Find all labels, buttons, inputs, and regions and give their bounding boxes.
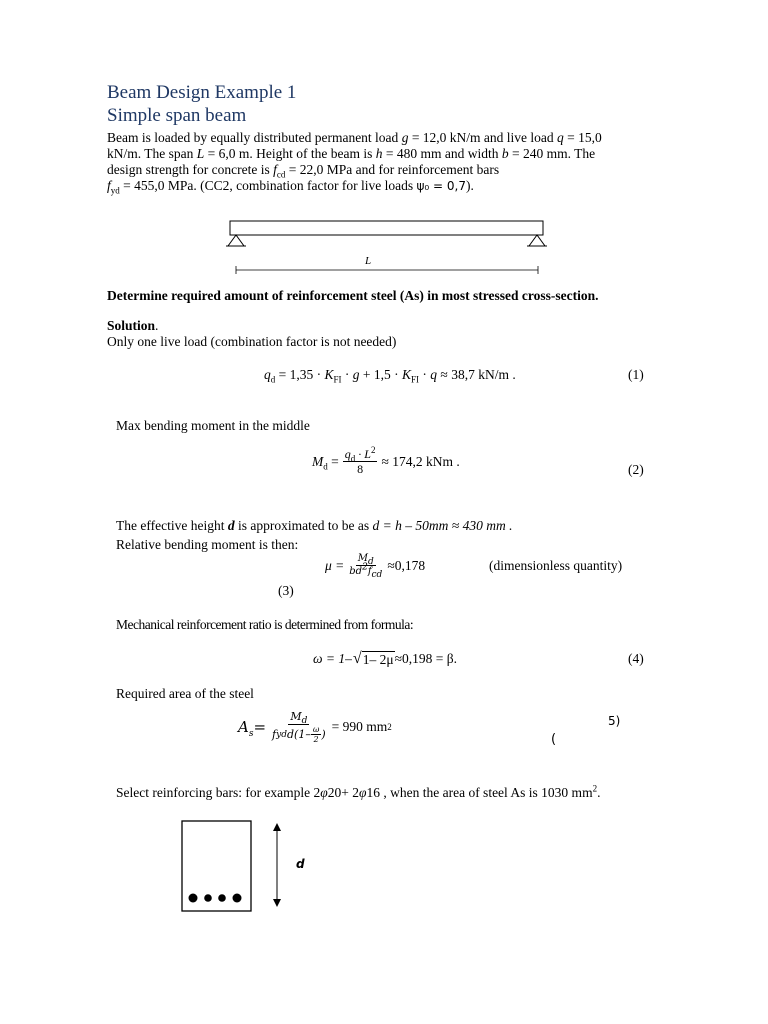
rebar-3: [218, 894, 226, 902]
page-subtitle: Simple span beam: [107, 105, 247, 126]
rebar-4: [233, 894, 242, 903]
beam-diagram: [220, 215, 550, 280]
solution-heading: Solution.: [107, 318, 159, 333]
page-title: Beam Design Example 1: [107, 82, 297, 103]
relative-moment-text: Relative bending moment is then:: [116, 537, 299, 552]
moment-intro: Max bending moment in the middle: [116, 418, 310, 433]
equation-4-number: (4): [628, 651, 644, 666]
equation-1-number: (1): [628, 367, 644, 382]
equation-2: $M_d$ = $\frac{q_d \cdot L^2}{8}$ ≈ 174,2 kNm .: [312, 445, 460, 476]
equation-5-number: 5): [608, 714, 621, 728]
equation-5-paren: (: [551, 732, 557, 747]
intro-line-1: Beam is loaded by equally distributed permanent load g = 12,0 kN/m and live load q = 15,0: [107, 130, 602, 145]
equation-4: ω = 1– √ 1– 2μ ≈0,198 = β.: [313, 650, 457, 667]
beam-rect: [230, 221, 543, 235]
area-intro: Required area of the steel: [116, 686, 254, 701]
equation-1: $q_d = 1,35 \cdot K_{FI} \cdot g + 1,5 \cdot K_{FI} \cdot q \approx 38,7$ kN/m .: [264, 367, 516, 385]
mechanical-ratio-intro: Mechanical reinforcement ratio is determined from formula:: [116, 617, 414, 632]
intro-line-3: design strength for concrete is $f_{cd} = 22,0$ MPa and for reinforcement bars: [107, 162, 500, 180]
solution-note: Only one live load (combination factor is not needed): [107, 334, 397, 349]
left-support-icon: [228, 235, 244, 246]
equation-5: $A_s$ = $M_d$ f yd d(1– $\frac{\omega}{2}$ ) = 990 mm 2: [238, 710, 392, 744]
select-bars-text: Select reinforcing bars: for example 2φ20+ 2φ16 , when the area of steel As is 1030 $mm^2$.: [116, 783, 601, 800]
sqrt-icon: √: [352, 650, 362, 667]
equation-3-number: (3): [278, 583, 294, 598]
intro-line-4: $f_{yd} = 455,0$ MPa. (CC2, combination factor for live loads ψ₀ = 0,7).: [107, 178, 474, 196]
equation-3: μ = $\frac{M_d}{bd^2f_{cd}}$ ≈0,178: [325, 553, 426, 580]
rebar-1: [189, 894, 198, 903]
depth-label: d: [296, 857, 305, 871]
equation-3-comment: (dimensionless quantity): [489, 558, 623, 573]
span-label: L: [365, 255, 372, 267]
task-statement: Determine required amount of reinforcement steel (As) in most stressed cross-section.: [107, 288, 599, 303]
equation-2-number: (2): [628, 462, 644, 477]
right-support-icon: [529, 235, 545, 246]
intro-line-2: kN/m. The span L = 6,0 m. Height of the beam is h = 480 mm and width b = 240 mm. The: [107, 146, 596, 161]
rebar-2: [204, 894, 212, 902]
cross-section-diagram: [175, 815, 295, 915]
effective-height-text: The effective height d is approximated to be as d = h – 50mm ≈ 430 mm .: [116, 518, 513, 533]
